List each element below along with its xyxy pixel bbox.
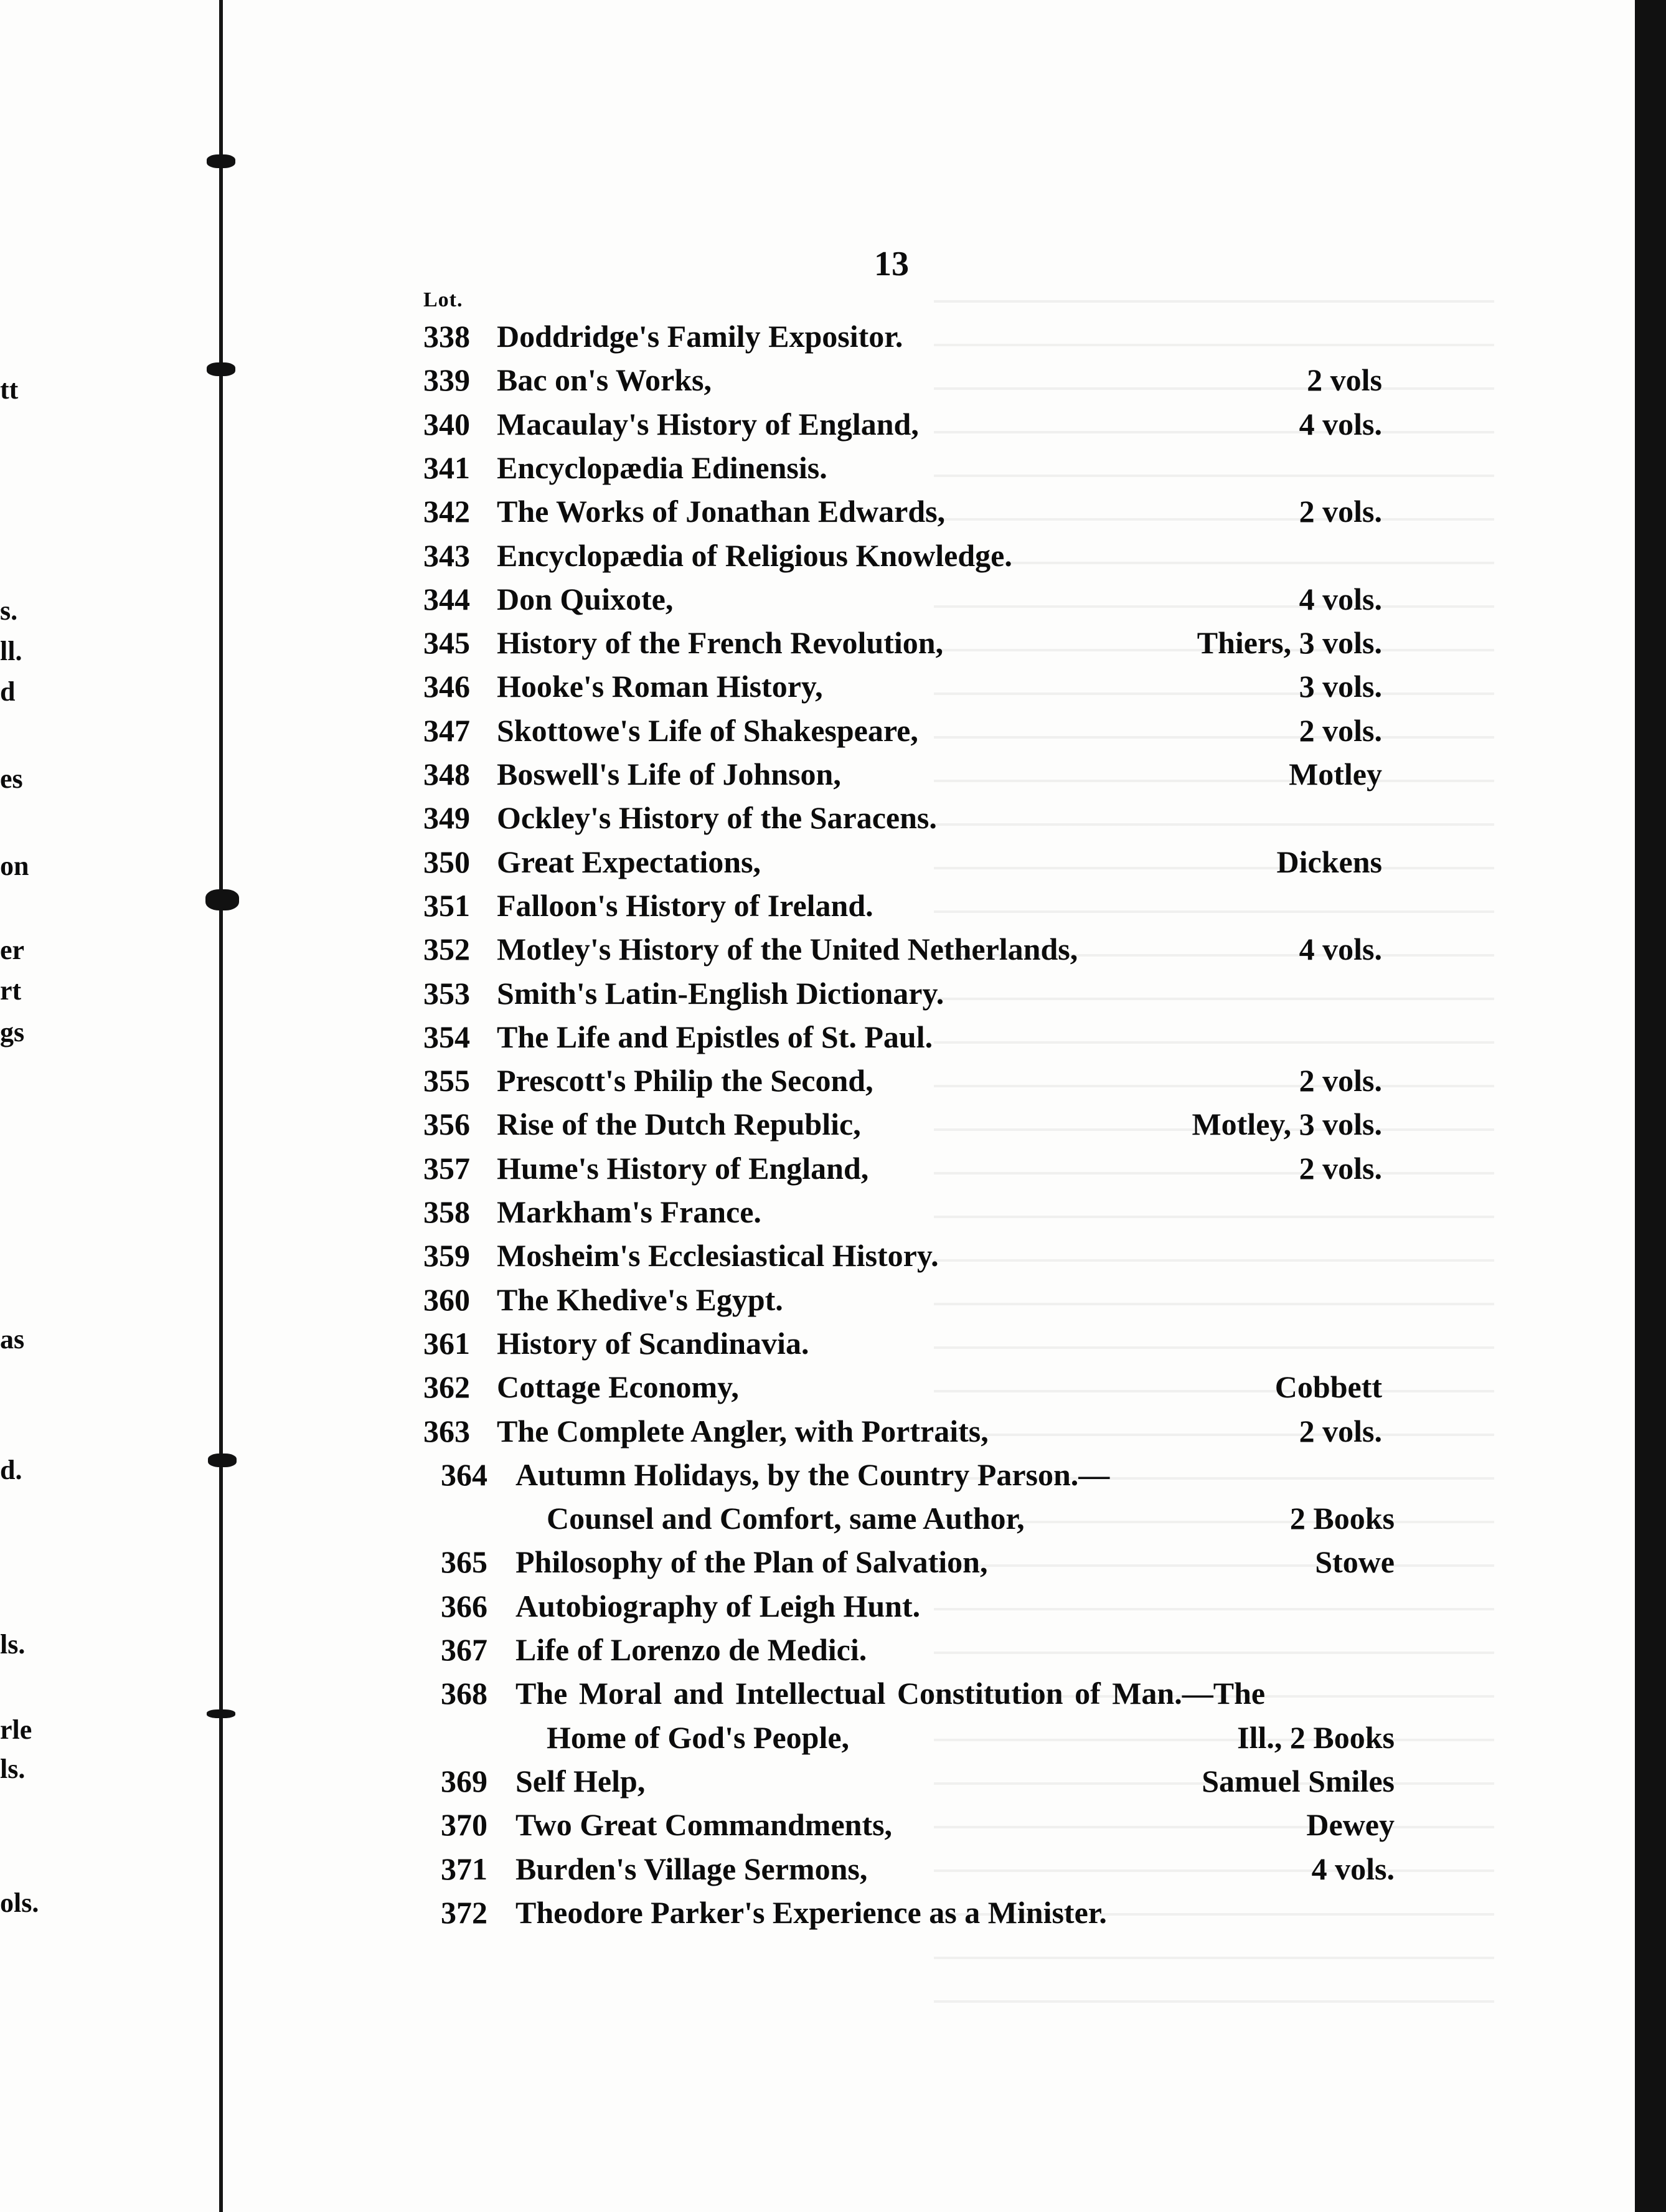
lot-title: The Khedive's Egypt. <box>497 1282 783 1317</box>
facing-page-fragments <box>0 0 50 2212</box>
lot-number: 365 <box>441 1544 487 1580</box>
facing-fragment: on <box>0 851 29 881</box>
facing-fragment: er <box>0 935 25 965</box>
facing-fragment: as <box>0 1324 25 1354</box>
lot-number: 371 <box>441 1851 487 1886</box>
lot-number: 341 <box>423 450 470 485</box>
lot-title: Encyclopædia Edinensis. <box>497 450 827 485</box>
lot-title: Skottowe's Life of Shakespeare, <box>497 712 918 748</box>
facing-fragment: rle <box>0 1714 32 1745</box>
lot-number: 342 <box>423 494 470 529</box>
facing-fragment: rt <box>0 975 22 1006</box>
catalog-entry <box>423 1540 1395 1584</box>
lot-title: Smith's Latin-English Dictionary. <box>497 975 944 1011</box>
lot-note: Dewey <box>1306 1807 1395 1843</box>
lot-column-heading: Lot. <box>423 288 463 311</box>
catalog-entry <box>423 1584 1395 1628</box>
lot-number: 340 <box>423 406 470 442</box>
lot-title: Burden's Village Sermons, <box>515 1851 868 1886</box>
lot-title: Cottage Economy, <box>497 1369 739 1405</box>
lot-title: Hooke's Roman History, <box>497 669 823 704</box>
lot-title: Bac on's Works, <box>497 362 712 398</box>
lot-title: Motley's History of the United Netherlands, <box>497 932 1078 967</box>
lot-number: 368 <box>441 1676 487 1711</box>
facing-fragment: ls. <box>0 1629 26 1660</box>
catalog-entry <box>423 1365 1382 1409</box>
lot-note: 2 vols. <box>1299 1413 1382 1449</box>
catalog-entry <box>423 927 1382 971</box>
catalog-entry <box>423 1847 1395 1891</box>
lot-note: Cobbett <box>1274 1369 1382 1405</box>
lot-number: 346 <box>423 669 470 704</box>
lot-title: Great Expectations, <box>497 844 761 879</box>
lot-title: Macaulay's History of England, <box>497 406 919 442</box>
lot-title: Theodore Parker's Experience as a Minister. <box>515 1894 1107 1930</box>
lot-note: 4 vols. <box>1311 1851 1395 1886</box>
lot-note: Dickens <box>1276 844 1382 879</box>
lot-number: 356 <box>423 1107 470 1142</box>
catalog-entry <box>423 1059 1382 1102</box>
catalog-entry <box>423 1759 1395 1803</box>
catalog-entry <box>423 1321 1382 1365</box>
lot-number: 351 <box>423 887 470 923</box>
binding-gutter-line <box>219 0 223 2212</box>
lot-note: 3 vols. <box>1299 669 1382 704</box>
lot-note: Samuel Smiles <box>1202 1763 1395 1798</box>
lot-title: The Works of Jonathan Edwards, <box>497 494 946 529</box>
catalog-entry <box>423 796 1382 839</box>
catalog-entry <box>423 664 1382 708</box>
facing-fragment: d <box>0 676 16 707</box>
catalog-entry <box>423 1409 1382 1453</box>
lot-title: Autumn Holidays, by the Country Parson.— <box>515 1457 1110 1492</box>
catalog-entry <box>423 884 1382 927</box>
facing-fragment: d. <box>0 1455 22 1485</box>
lot-title: Hume's History of England, <box>497 1150 869 1186</box>
catalog-entry <box>423 1015 1382 1059</box>
lot-title: Encyclopædia of Religious Knowledge. <box>497 537 1012 573</box>
catalog-entry <box>423 534 1382 577</box>
lot-number: 344 <box>423 581 470 617</box>
lot-title: Prescott's Philip the Second, <box>497 1063 873 1099</box>
lot-number: 348 <box>423 757 470 792</box>
catalog-entry <box>423 402 1382 446</box>
lot-title: History of the French Revolution, <box>497 625 944 661</box>
lot-title: Falloon's History of Ireland. <box>497 887 873 923</box>
catalog-entry <box>423 1803 1395 1846</box>
lot-number: 369 <box>441 1763 487 1798</box>
catalog-entry <box>423 358 1382 402</box>
catalog-entry <box>423 1234 1382 1277</box>
catalog-entry <box>423 314 1382 358</box>
lot-title: Two Great Commandments, <box>515 1807 893 1843</box>
binding-mark <box>205 889 239 910</box>
lot-number: 355 <box>423 1063 470 1099</box>
lot-number: 370 <box>441 1807 487 1843</box>
catalog-entry <box>423 577 1382 621</box>
lot-number: 360 <box>423 1282 470 1317</box>
lot-number: 361 <box>423 1325 470 1361</box>
lot-title: Boswell's Life of Johnson, <box>497 757 841 792</box>
lot-title: History of Scandinavia. <box>497 1325 809 1361</box>
lot-title: Doddridge's Family Expositor. <box>497 319 903 354</box>
lot-number: 347 <box>423 712 470 748</box>
catalog-entry <box>423 1190 1382 1234</box>
binding-mark <box>208 1453 237 1467</box>
lot-number: 353 <box>423 975 470 1011</box>
lot-note: 2 Books <box>1289 1501 1395 1536</box>
lot-note: Thiers, 3 vols. <box>1197 625 1382 661</box>
lot-number: 358 <box>423 1194 470 1229</box>
catalog-entry <box>423 1671 1395 1715</box>
lot-title: The Moral and Intellectual Constitution of Man.—The <box>515 1676 1266 1711</box>
scan-edge <box>1635 0 1666 2212</box>
lot-number: 359 <box>423 1238 470 1274</box>
lot-number: 350 <box>423 844 470 879</box>
lot-note: 4 vols. <box>1299 406 1382 442</box>
facing-fragment: ll. <box>0 636 22 666</box>
catalog-entry <box>423 621 1382 664</box>
lot-title: Self Help, <box>515 1763 646 1798</box>
lot-title: Rise of the Dutch Republic, <box>497 1107 861 1142</box>
lot-number: 366 <box>441 1588 487 1624</box>
lot-note: 4 vols. <box>1299 932 1382 967</box>
lot-title: Philosophy of the Plan of Salvation, <box>515 1544 988 1580</box>
lot-number: 343 <box>423 537 470 573</box>
facing-fragment: tt <box>0 374 19 405</box>
catalog-entry-continuation <box>547 1716 1395 1759</box>
catalog-entry <box>423 1102 1382 1146</box>
lot-number: 372 <box>441 1894 487 1930</box>
lot-number: 338 <box>423 319 470 354</box>
facing-fragment: ls. <box>0 1754 26 1784</box>
lot-note: 2 vols <box>1307 362 1382 398</box>
lot-title-continued: Home of God's People, <box>547 1719 850 1755</box>
lot-number: 363 <box>423 1413 470 1449</box>
lot-title: Don Quixote, <box>497 581 674 617</box>
lot-number: 352 <box>423 932 470 967</box>
facing-fragment: gs <box>0 1017 25 1047</box>
catalog-entry <box>423 489 1382 533</box>
lot-title: Markham's France. <box>497 1194 761 1229</box>
lot-title: Ockley's History of the Saracens. <box>497 800 937 836</box>
catalog-entry <box>423 752 1382 796</box>
catalog-entry <box>423 1278 1382 1321</box>
catalog-entry <box>423 446 1382 489</box>
lot-title: Mosheim's Ecclesiastical History. <box>497 1238 939 1274</box>
lot-note: Motley, 3 vols. <box>1192 1107 1382 1142</box>
binding-mark <box>207 154 235 168</box>
catalog-entry <box>423 1891 1395 1934</box>
lot-number: 367 <box>441 1632 487 1667</box>
lot-number: 357 <box>423 1150 470 1186</box>
lot-number: 362 <box>423 1369 470 1405</box>
lot-note: Ill., 2 Books <box>1237 1719 1395 1755</box>
lot-number: 339 <box>423 362 470 398</box>
facing-fragment: es <box>0 763 23 794</box>
lot-note: 2 vols. <box>1299 494 1382 529</box>
catalog-entry <box>423 1628 1395 1671</box>
page-number: 13 <box>874 245 909 283</box>
lot-note: Motley <box>1289 757 1382 792</box>
lot-note: 2 vols. <box>1299 1063 1382 1099</box>
facing-fragment: ols. <box>0 1888 39 1918</box>
lot-note: 4 vols. <box>1299 581 1382 617</box>
lot-number: 364 <box>441 1457 487 1492</box>
lot-title: The Life and Epistles of St. Paul. <box>497 1019 933 1054</box>
binding-mark <box>207 362 235 376</box>
lot-title: Life of Lorenzo de Medici. <box>515 1632 867 1667</box>
binding-mark <box>207 1709 235 1718</box>
catalog-entry <box>423 1146 1382 1190</box>
lot-note: 2 vols. <box>1299 712 1382 748</box>
lot-number: 345 <box>423 625 470 661</box>
catalog-entry <box>423 709 1382 752</box>
catalog-entry <box>423 971 1382 1015</box>
lot-title: The Complete Angler, with Portraits, <box>497 1413 989 1449</box>
catalog-entry <box>423 840 1382 884</box>
lot-title-continued: Counsel and Comfort, same Author, <box>547 1501 1025 1536</box>
lot-note: Stowe <box>1315 1544 1395 1580</box>
lot-title: Autobiography of Leigh Hunt. <box>515 1588 921 1624</box>
lot-number: 354 <box>423 1019 470 1054</box>
catalog-entry-continuation <box>547 1496 1395 1540</box>
facing-fragment: s. <box>0 595 18 626</box>
lot-number: 349 <box>423 800 470 836</box>
catalog-entry <box>423 1453 1395 1496</box>
lot-note: 2 vols. <box>1299 1150 1382 1186</box>
